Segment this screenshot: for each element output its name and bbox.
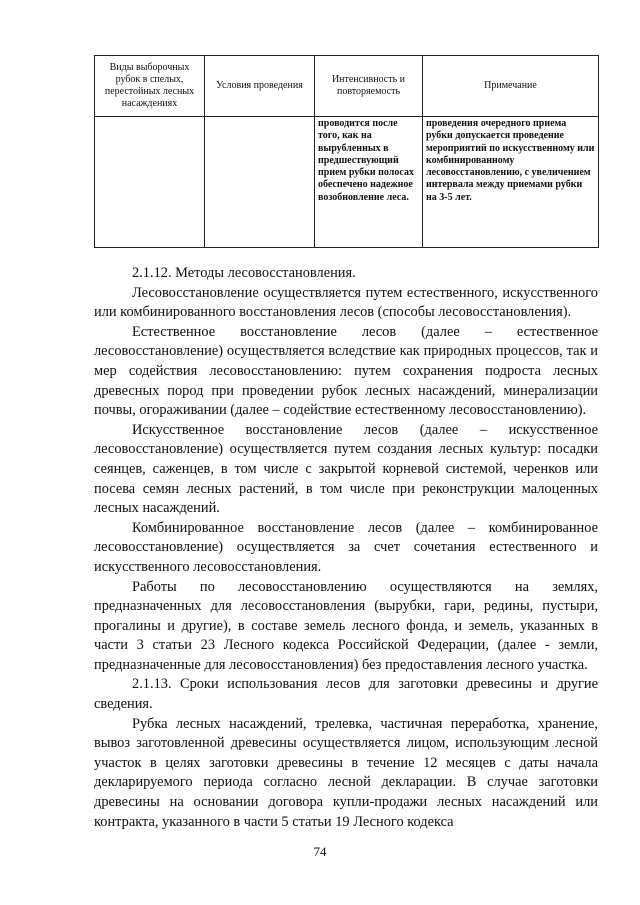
paragraph: Комбинированное восстановление лесов (далее – комбинированное лесовосстановление) осуществляется за счет сочетания естественного и искусственного лесовосстановления. <box>94 519 598 575</box>
section-heading-2-1-12: 2.1.12. Методы лесовосстановления. <box>132 265 356 281</box>
page-number: 74 <box>313 844 327 859</box>
header-note: Примечание <box>423 56 599 117</box>
section-heading-2-1-13: 2.1.13. Сроки использования лесов для заготовки древесины и другие сведения. <box>94 676 598 713</box>
paragraph: Работы по лесовосстановлению осуществляются на землях, предназначенных для лесовосстановления (вырубки, гари, редины, пустыри, прогалины и другие), в составе земель лесного фонда, и земель, указанных в части 3 статьи 23 Лесного кодекса Российской Федерации, (далее - земли, предназначенные для лесовосстановления) без предоставления лесного участка. <box>94 578 598 673</box>
cell-felling-type <box>95 117 205 248</box>
cell-note: проведения очередного приема рубки допускается проведение мероприятий по искусственному или комбинированному лесовосстановлению, с увеличением интервала между приемами рубки на 3-5 лет. <box>423 117 599 248</box>
header-felling-types: Виды выборочных рубок в спелых, перестойных лесных насаждениях <box>95 56 205 117</box>
header-intensity: Интенсивность и повторяемость <box>315 56 423 117</box>
body-text <box>94 264 598 832</box>
table-header-row <box>95 56 599 117</box>
cell-intensity: проводится после того, как на вырубленных в предшествующий прием рубки полосах обеспечено надежное возобновление леса. <box>315 117 423 248</box>
felling-table <box>94 55 598 248</box>
cell-conditions <box>205 117 315 248</box>
paragraph: Естественное восстановление лесов (далее – естественное лесовосстановление) осуществляется вследствие как природных процессов, так и мер содействия лесовосстановлению: путем сохранения подроста лесных древесных пород при проведении рубок лесных насаждений, минерализации почвы, огораживании (далее – содействие естественному лесовосстановлению). <box>94 323 598 419</box>
paragraph: Искусственное восстановление лесов (далее – искусственное лесовосстановление) осуществляется путем создания лесных культур: посадки сеянцев, саженцев, в том числе с закрытой корневой системой, черенков или посева семян лесных растений, в том числе при реконструкции малоценных лесных насаждений. <box>94 421 598 517</box>
header-conditions: Условия проведения <box>205 56 315 117</box>
paragraph: Лесовосстановление осуществляется путем естественного, искусственного или комбинированного восстановления лесов (способы лесовосстановления). <box>94 284 598 321</box>
table-row <box>95 117 599 248</box>
paragraph: Рубка лесных насаждений, трелевка, частичная переработка, хранение, вывоз заготовленной древесины осуществляется лицом, использующим лесной участок в целях заготовки древесины в течение 12 месяцев с даты начала декларируемого периода согласно лесной декларации. В случае заготовки древесины на основании договора купли-продажи лесных насаждений или контракта, указанного в части 5 статьи 19 Лесного кодекса <box>94 715 598 830</box>
